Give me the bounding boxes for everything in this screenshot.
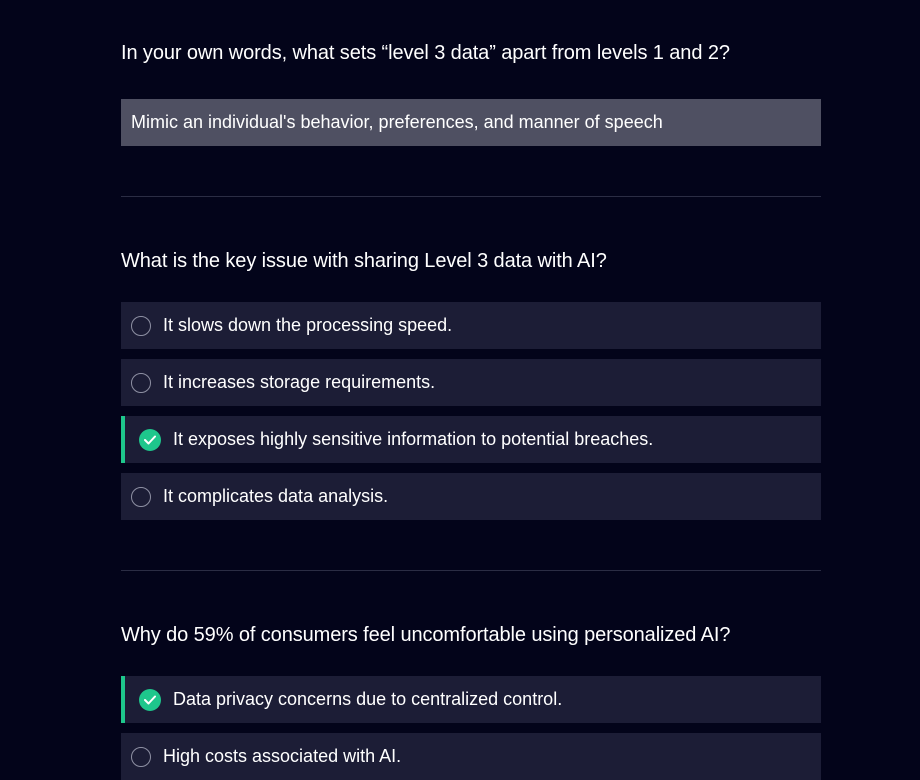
question-1-text: In your own words, what sets “level 3 data” apart from levels 1 and 2? [121, 42, 730, 64]
q2-option-1[interactable] [121, 302, 821, 349]
question-3-text: Why do 59% of consumers feel uncomfortable using personalized AI? [121, 624, 731, 646]
option-label: It exposes highly sensitive information to potential breaches. [173, 429, 654, 449]
radio-empty-icon [131, 487, 151, 507]
option-label: High costs associated with AI. [163, 746, 402, 766]
check-circle-icon [139, 429, 161, 451]
radio-empty-icon [131, 747, 151, 767]
option-label: It increases storage requirements. [163, 372, 436, 392]
radio-empty-icon [131, 373, 151, 393]
section-divider [121, 570, 821, 571]
q2-option-3[interactable] [121, 416, 821, 463]
question-1-answer-field[interactable] [121, 99, 821, 146]
q2-option-2[interactable] [121, 359, 821, 406]
section-divider [121, 196, 821, 197]
radio-empty-icon [131, 316, 151, 336]
q3-option-1[interactable] [121, 676, 821, 723]
question-1-answer-text: Mimic an individual's behavior, preferences, and manner of speech [131, 112, 663, 132]
option-label: It complicates data analysis. [163, 486, 389, 506]
option-label: Data privacy concerns due to centralized control. [173, 689, 563, 709]
q2-option-4[interactable] [121, 473, 821, 520]
q3-option-2[interactable] [121, 733, 821, 780]
question-2-text: What is the key issue with sharing Level 3 data with AI? [121, 250, 607, 272]
check-circle-icon [139, 689, 161, 711]
option-label: It slows down the processing speed. [163, 315, 453, 335]
